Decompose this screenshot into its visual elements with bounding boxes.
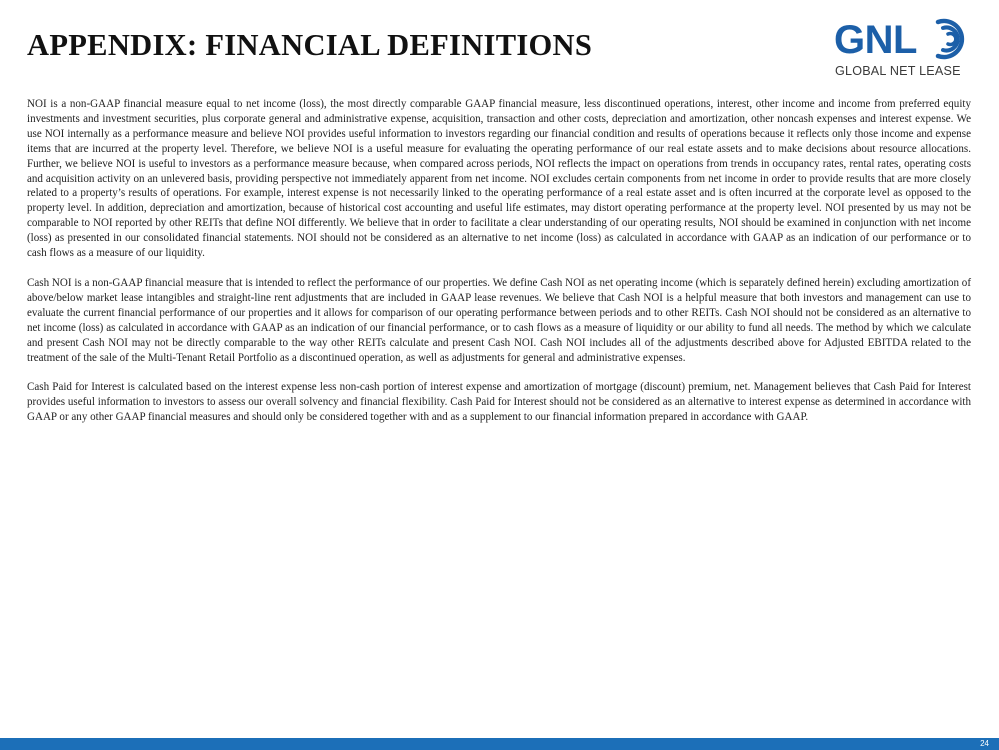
footer-bar [0, 738, 999, 750]
cash-noi-definition-paragraph: Cash NOI is a non-GAAP financial measure that is intended to reflect the performance of our properties. We define Cash NOI as net operating income (which is separately defined herein) excluding amortization of above/below market lease intangibles and straight-line rent adjustments that are included in GAAP lease revenues. We believe that Cash NOI is a helpful measure that both investors and management can use to evaluate the current financial performance of our properties and it allows for comparison of our operating performance between periods and to other REITs. Cash NOI should not be considered as an alternative to net income (loss) as calculated in accordance with GAAP as an indication of our financial performance, or to cash flows as a measure of liquidity or our ability to fund all needs. The method by which we calculate and present Cash NOI may not be directly comparable to the way other REITs calculate and present Cash NOI. Cash NOI includes all of the adjustments described above for Adjusted EBITDA related to the treatment of the sale of the Multi-Tenant Retail Portfolio as a discontinued operation, as well as adjustments for general and administrative expenses. [27, 276, 971, 364]
page-number: 24 [980, 739, 989, 748]
logo-mark: GNL [834, 18, 917, 62]
logo-swirl-icon [930, 16, 974, 62]
definitions-body [27, 97, 971, 440]
cash-paid-interest-definition-paragraph: Cash Paid for Interest is calculated based on the interest expense less non-cash portion of interest expense and amortization of mortgage (discount) premium, net. Management believes that Cash Paid for Interest provides useful information to investors to assess our overall solvency and financial flexibility. Cash Paid for Interest should not be considered as an alternative to interest expense as determined in accordance with GAAP or any other GAAP financial measures and should only be considered together with and as a supplement to our financial information prepared in accordance with GAAP. [27, 381, 971, 424]
logo-company-name: GLOBAL NET LEASE [835, 64, 961, 78]
page-title: APPENDIX: FINANCIAL DEFINITIONS [27, 28, 593, 62]
noi-definition-paragraph: NOI is a non-GAAP financial measure equal to net income (loss), the most directly comparable GAAP financial measure, less discontinued operations, interest, other income and income from preferred equity investments and investment securities, plus corporate general and administrative expense, acquisition, transaction and other costs, depreciation and amortization, other noncash expenses and interest expense. We use NOI internally as a performance measure and believe NOI provides useful information to investors regarding our financial condition and results of operations because it reflects only those income and expense items that are incurred at the property level. Therefore, we believe NOI is a useful measure for evaluating the operating performance of our real estate assets and to make decisions about resource allocations. Further, we believe NOI is useful to investors as a performance measure because, when compared across periods, NOI reflects the impact on operations from trends in occupancy rates, rental rates, operating costs and acquisition activity on an unlevered basis, providing perspective not immediately apparent from net income. NOI excludes certain components from net income in order to provide results that are more closely related to a property’s results of operations. For example, interest expense is not necessarily linked to the operating performance of a real estate asset and is often incurred at the corporate level as opposed to the property level. In addition, depreciation and amortization, because of historical cost accounting and useful life estimates, may distort operating performance at the property level. NOI presented by us may not be comparable to NOI reported by other REITs that define NOI differently. We believe that in order to facilitate a clear understanding of our operating results, NOI should be examined in conjunction with net income (loss) as presented in our consolidated financial statements. NOI should not be considered as an alternative to net income (loss) as calculated in accordance with GAAP as an indication of our performance or to cash flows as a measure of our liquidity. [27, 98, 971, 260]
gnl-logo [832, 14, 982, 84]
